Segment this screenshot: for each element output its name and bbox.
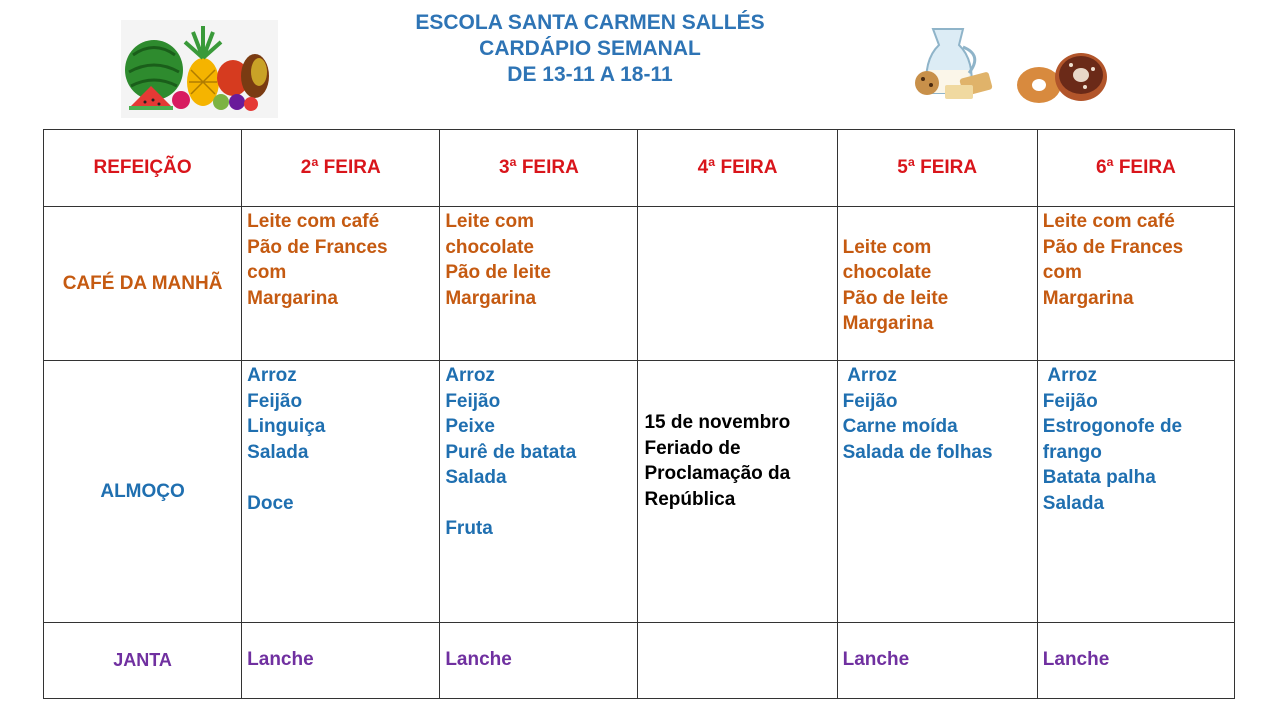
menu-line: Feijão <box>445 390 501 412</box>
fruits-image <box>121 20 278 118</box>
menu-line: Salada de folhas <box>842 441 993 463</box>
menu-subtitle: CARDÁPIO SEMANAL <box>479 37 701 60</box>
page-title <box>340 10 840 88</box>
menu-line: Leite com <box>842 236 932 258</box>
lunch-label: ALMOÇO <box>44 361 242 623</box>
breakfast-tuesday <box>440 207 638 361</box>
lunch-thursday <box>837 361 1037 623</box>
dinner-wednesday <box>638 623 837 699</box>
menu-line: chocolate <box>842 262 932 283</box>
menu-line: Margarina <box>1042 287 1134 309</box>
lunch-tuesday <box>440 361 638 623</box>
menu-line: Arroz <box>247 365 297 386</box>
menu-line: Feijão <box>842 390 898 412</box>
header-meal: REFEIÇÃO <box>44 130 242 207</box>
menu-line: Estrogonofe de <box>1042 416 1183 437</box>
breakfast-monday <box>242 207 440 361</box>
menu-line: Leite com café <box>247 211 380 232</box>
menu-line <box>445 491 633 517</box>
menu-line: Margarina <box>445 287 537 309</box>
menu-line: Pão de Frances <box>247 236 388 258</box>
holiday-line: da República <box>644 463 791 510</box>
menu-line: Margarina <box>842 313 934 334</box>
menu-line: Linguiça <box>247 416 326 437</box>
menu-line: com <box>247 262 287 283</box>
table-header-row <box>44 130 1235 207</box>
dinner-tuesday: Lanche <box>440 623 638 699</box>
dinner-friday: Lanche <box>1037 623 1234 699</box>
menu-line: chocolate <box>445 236 535 258</box>
menu-line: Pão de leite <box>842 287 949 309</box>
menu-line: Salada <box>1042 492 1105 514</box>
breakfast-label: CAFÉ DA MANHÃ <box>44 207 242 361</box>
menu-line: Leite com café <box>1042 211 1175 232</box>
menu-line <box>843 209 1033 235</box>
breakfast-row <box>44 207 1235 361</box>
menu-line: Salada <box>445 467 507 488</box>
holiday-line: Feriado de <box>644 437 741 459</box>
breakfast-thursday <box>837 207 1037 361</box>
menu-line: Batata palha <box>1042 467 1156 488</box>
menu-line: Pão de Frances <box>1042 236 1184 258</box>
dinner-monday: Lanche <box>242 623 440 699</box>
menu-line: Pão de leite <box>445 262 551 283</box>
menu-line: Carne moída <box>842 416 958 437</box>
dinner-label: JANTA <box>44 623 242 699</box>
breakfast-friday <box>1037 207 1234 361</box>
menu-line: Purê de batata <box>445 441 577 463</box>
lunch-friday <box>1037 361 1234 623</box>
header-day-monday: 2ª FEIRA <box>242 130 440 207</box>
lunch-wednesday-holiday <box>638 361 837 623</box>
menu-line: Peixe <box>445 416 495 437</box>
holiday-line: 15 de novembro <box>644 412 791 433</box>
lunch-row <box>44 361 1235 623</box>
menu-line: com <box>1042 262 1082 283</box>
menu-line: Fruta <box>445 518 493 539</box>
menu-line: frango <box>1042 441 1102 463</box>
header-day-thursday: 5ª FEIRA <box>837 130 1037 207</box>
dinner-thursday: Lanche <box>837 623 1037 699</box>
menu-line: Feijão <box>1042 390 1098 412</box>
menu-line: Salada <box>247 441 309 463</box>
breakfast-wednesday <box>638 207 837 361</box>
menu-line: Arroz <box>842 365 897 386</box>
menu-line: Arroz <box>1042 365 1097 386</box>
menu-period: DE 13-11 A 18-11 <box>507 63 673 86</box>
header-day-tuesday: 3ª FEIRA <box>440 130 638 207</box>
header-day-wednesday: 4ª FEIRA <box>638 130 837 207</box>
menu-line: Leite com <box>445 211 535 232</box>
menu-line: Doce <box>247 492 294 514</box>
dinner-row <box>44 623 1235 699</box>
lunch-monday <box>242 361 440 623</box>
school-name: ESCOLA SANTA CARMEN SALLÉS <box>415 11 765 34</box>
weekly-menu-table <box>43 129 1235 699</box>
menu-line <box>247 465 435 491</box>
breakfast-image <box>905 15 1115 115</box>
menu-line: Arroz <box>445 365 495 386</box>
menu-line: Margarina <box>247 287 338 309</box>
menu-line: Feijão <box>247 390 303 412</box>
header-day-friday: 6ª FEIRA <box>1037 130 1234 207</box>
holiday-line: Proclamação <box>644 463 763 484</box>
